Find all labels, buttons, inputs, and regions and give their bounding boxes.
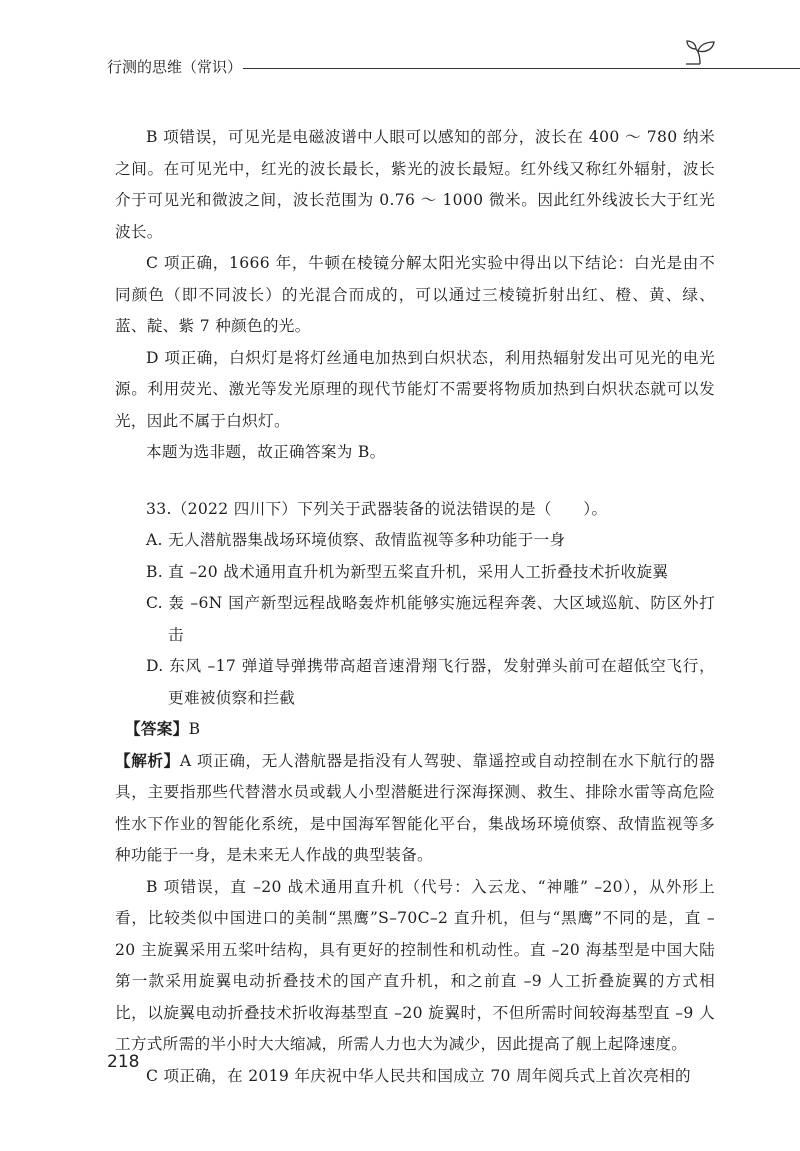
analysis-first-paragraph (115, 746, 715, 872)
header-title: 行测的思维（常识） (107, 58, 243, 76)
explanation-paragraph: B 项错误，可见光是电磁波谱中人眼可以感知的部分，波长在 400 ～ 780 纳米之间。在可见光中，红光的波长最长，紫光的波长最短。红外线又称红外辐射，波长介于可见光和微波之间，波长范围为 0.76 ～ 1000 微米。因此红外线波长大于红光波长。 (115, 128, 715, 241)
page-body (115, 122, 715, 1092)
option-b: B. 直 –20 战术通用直升机为新型五桨直升机，采用人工折叠技术折收旋翼 (146, 562, 669, 581)
option-c: C. 轰 –6N 国产新型远程战略轰炸机能够实施远程奔袭、大区域巡航、防区外打击 (146, 594, 715, 644)
analysis-text: A 项正确，无人潜航器是指没有人驾驶、靠遥控或自动控制在水下航行的器具，主要指那些代替潜水员或载人小型潜艇进行深海探测、救生、排除水雷等高危险性水下作业的智能化系统，是中国海军智能化平台，集战场环境侦察、敌情监视等多种功能于一身，是未来无人作战的典型装备。 (115, 751, 716, 864)
analysis-paragraph: C 项正确，在 2019 年庆祝中华人民共和国成立 70 周年阅兵式上首次亮相的 (146, 1066, 691, 1085)
answer-value: B (188, 720, 201, 738)
header-rule (243, 68, 800, 69)
option-a: A. 无人潜航器集战场环境侦察、敌情监视等多种功能于一身 (146, 531, 566, 549)
answer-line (115, 714, 715, 746)
sprout-icon (686, 40, 720, 66)
question-stem: 33.（2022 四川下）下列关于武器装备的说法错误的是（ ）。 (146, 499, 608, 518)
running-header (107, 52, 717, 82)
conclusion-paragraph: 本题为选非题，故正确答案为 B。 (146, 443, 386, 461)
section-gap (115, 469, 715, 494)
analysis-label: 【解析】 (115, 751, 180, 770)
page-number: 218 (107, 1052, 140, 1072)
explanation-paragraph: D 项正确，白炽灯是将灯丝通电加热到白炽状态，利用热辐射发出可见光的电光源。利用荧光、激光等发光原理的现代节能灯不需要将物质加热到白炽状态就可以发光，因此不属于白炽灯。 (115, 348, 715, 430)
option-d: D. 东风 –17 弹道导弹携带高超音速滑翔飞行器，发射弹头前可在超低空飞行，更难被侦察和拦截 (146, 657, 715, 707)
explanation-paragraph: C 项正确，1666 年，牛顿在棱镜分解太阳光实验中得出以下结论：白光是由不同颜色（即不同波长）的光混合而成的，可以通过三棱镜折射出红、橙、黄、绿、蓝、靛、紫 7 种颜色的光。 (115, 254, 715, 335)
answer-label: 【答案】 (125, 720, 189, 738)
analysis-paragraph: B 项错误，直 –20 战术通用直升机（代号：入云龙、“神雕” –20），从外形上看，比较类似中国进口的美制“黑鹰”S–70C–2 直升机，但与“黑鹰”不同的是，直 –20 主旋翼采用五桨叶结构，具有更好的控制性和机动性。直 –20 海基型是中国大陆第一款采用旋翼电动折叠技术的国产直升机，和之前直 –9 人工折叠旋翼的方式相比，以旋翼电动折叠技术折收海基型直 –20 旋翼时，不但所需时间较海基型直 –9 人工方式所需的半小时大大缩减，所需人力也大为减少，因此提高了舰上起降速度。 (115, 877, 715, 1053)
